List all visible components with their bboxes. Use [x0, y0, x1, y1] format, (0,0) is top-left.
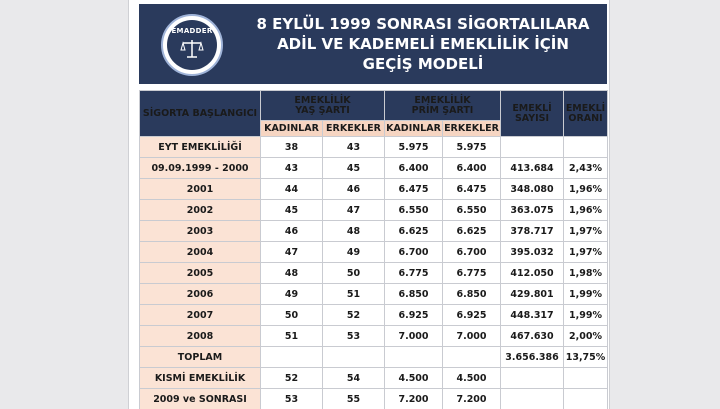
cell-retiree-count: 363.075	[501, 200, 564, 221]
cell-age-women	[261, 347, 323, 368]
cell-row-label: 2001	[140, 179, 261, 200]
cell-age-men: 55	[323, 389, 385, 409]
cell-age-men: 46	[323, 179, 385, 200]
cell-prim-women: 7.200	[385, 389, 443, 409]
subheader-prim-women: KADINLAR	[385, 121, 443, 137]
cell-row-label: 09.09.1999 - 2000	[140, 158, 261, 179]
cell-age-women: 51	[261, 326, 323, 347]
cell-retiree-count: 395.032	[501, 242, 564, 263]
cell-age-women: 43	[261, 158, 323, 179]
retirement-table	[139, 90, 608, 409]
cell-age-women: 47	[261, 242, 323, 263]
cell-retiree-rate: 1,96%	[564, 200, 608, 221]
cell-prim-men: 6.700	[443, 242, 501, 263]
col-header-start: SİGORTA BAŞLANGICI	[140, 91, 261, 137]
cell-retiree-rate: 1,96%	[564, 179, 608, 200]
table-row	[140, 368, 608, 389]
cell-retiree-count: 413.684	[501, 158, 564, 179]
cell-prim-men: 5.975	[443, 137, 501, 158]
cell-age-women: 44	[261, 179, 323, 200]
cell-age-men: 52	[323, 305, 385, 326]
cell-prim-men: 7.200	[443, 389, 501, 409]
cell-age-women: 53	[261, 389, 323, 409]
cell-retiree-count: 348.080	[501, 179, 564, 200]
cell-age-women: 48	[261, 263, 323, 284]
cell-prim-women: 6.625	[385, 221, 443, 242]
cell-retiree-count	[501, 389, 564, 409]
document-card	[128, 0, 610, 409]
cell-prim-women: 6.400	[385, 158, 443, 179]
cell-age-men: 53	[323, 326, 385, 347]
cell-retiree-rate	[564, 137, 608, 158]
cell-prim-men: 6.925	[443, 305, 501, 326]
cell-age-men: 51	[323, 284, 385, 305]
cell-retiree-count: 448.317	[501, 305, 564, 326]
title-line-1: 8 EYLÜL 1999 SONRASI SİGORTALILARA	[256, 15, 590, 33]
cell-prim-women: 6.925	[385, 305, 443, 326]
cell-row-label: 2005	[140, 263, 261, 284]
cell-age-women: 52	[261, 368, 323, 389]
cell-row-label: 2007	[140, 305, 261, 326]
subheader-prim-men: ERKEKLER	[443, 121, 501, 137]
cell-prim-women: 6.700	[385, 242, 443, 263]
cell-age-men: 43	[323, 137, 385, 158]
table-row	[140, 389, 608, 409]
cell-retiree-count: 412.050	[501, 263, 564, 284]
table-row	[140, 347, 608, 368]
title-line-2: ADİL VE KADEMELİ EMEKLİLİK İÇİN	[277, 35, 569, 53]
cell-prim-men: 7.000	[443, 326, 501, 347]
col-header-count: EMEKLİ SAYISI	[501, 91, 564, 137]
cell-row-label: KISMİ EMEKLİLİK	[140, 368, 261, 389]
table-row	[140, 179, 608, 200]
cell-row-label: 2009 ve SONRASI	[140, 389, 261, 409]
cell-prim-men: 6.550	[443, 200, 501, 221]
cell-row-label: 2002	[140, 200, 261, 221]
cell-retiree-count	[501, 368, 564, 389]
cell-row-label: EYT EMEKLİLİĞİ	[140, 137, 261, 158]
cell-prim-men: 6.400	[443, 158, 501, 179]
subheader-age-women: KADINLAR	[261, 121, 323, 137]
cell-retiree-count: 378.717	[501, 221, 564, 242]
cell-row-label: 2004	[140, 242, 261, 263]
cell-prim-women: 6.775	[385, 263, 443, 284]
cell-prim-men: 6.625	[443, 221, 501, 242]
table-row	[140, 200, 608, 221]
cell-age-men: 54	[323, 368, 385, 389]
cell-prim-men	[443, 347, 501, 368]
cell-age-women: 50	[261, 305, 323, 326]
cell-retiree-rate: 2,00%	[564, 326, 608, 347]
table-row	[140, 242, 608, 263]
cell-retiree-count: 3.656.386	[501, 347, 564, 368]
cell-row-label: TOPLAM	[140, 347, 261, 368]
logo-org-name: EMADDER	[171, 27, 213, 35]
cell-age-women: 46	[261, 221, 323, 242]
cell-retiree-rate: 13,75%	[564, 347, 608, 368]
table-row	[140, 158, 608, 179]
cell-retiree-count: 429.801	[501, 284, 564, 305]
cell-prim-women	[385, 347, 443, 368]
cell-age-men: 49	[323, 242, 385, 263]
cell-prim-women: 6.475	[385, 179, 443, 200]
cell-retiree-rate: 1,97%	[564, 221, 608, 242]
cell-retiree-rate: 1,98%	[564, 263, 608, 284]
cell-prim-women: 5.975	[385, 137, 443, 158]
table-row	[140, 284, 608, 305]
table-row	[140, 305, 608, 326]
cell-prim-women: 7.000	[385, 326, 443, 347]
cell-age-men: 47	[323, 200, 385, 221]
cell-age-men: 48	[323, 221, 385, 242]
cell-prim-men: 4.500	[443, 368, 501, 389]
table-row	[140, 326, 608, 347]
col-header-rate: EMEKLİ ORANI	[564, 91, 608, 137]
subheader-age-men: ERKEKLER	[323, 121, 385, 137]
cell-prim-women: 6.550	[385, 200, 443, 221]
cell-age-women: 49	[261, 284, 323, 305]
cell-age-men	[323, 347, 385, 368]
cell-prim-women: 4.500	[385, 368, 443, 389]
cell-age-men: 45	[323, 158, 385, 179]
cell-prim-men: 6.775	[443, 263, 501, 284]
cell-retiree-count	[501, 137, 564, 158]
cell-retiree-rate: 1,99%	[564, 284, 608, 305]
cell-prim-men: 6.850	[443, 284, 501, 305]
cell-row-label: 2008	[140, 326, 261, 347]
cell-retiree-rate: 2,43%	[564, 158, 608, 179]
cell-age-women: 45	[261, 200, 323, 221]
col-header-age: EMEKLİLİK YAŞ ŞARTI	[261, 91, 385, 121]
cell-retiree-count: 467.630	[501, 326, 564, 347]
cell-retiree-rate: 1,99%	[564, 305, 608, 326]
page-title	[247, 14, 599, 74]
table-row	[140, 263, 608, 284]
cell-row-label: 2003	[140, 221, 261, 242]
cell-prim-men: 6.475	[443, 179, 501, 200]
col-header-prim: EMEKLİLİK PRİM ŞARTI	[385, 91, 501, 121]
title-banner	[139, 4, 607, 84]
title-line-3: GEÇİŞ MODELİ	[362, 55, 484, 73]
cell-prim-women: 6.850	[385, 284, 443, 305]
cell-row-label: 2006	[140, 284, 261, 305]
table-row	[140, 221, 608, 242]
cell-age-men: 50	[323, 263, 385, 284]
table-row	[140, 137, 608, 158]
emadder-logo	[161, 14, 223, 76]
cell-retiree-rate	[564, 368, 608, 389]
cell-age-women: 38	[261, 137, 323, 158]
cell-retiree-rate: 1,97%	[564, 242, 608, 263]
scales-of-justice-icon	[180, 38, 204, 60]
cell-retiree-rate	[564, 389, 608, 409]
